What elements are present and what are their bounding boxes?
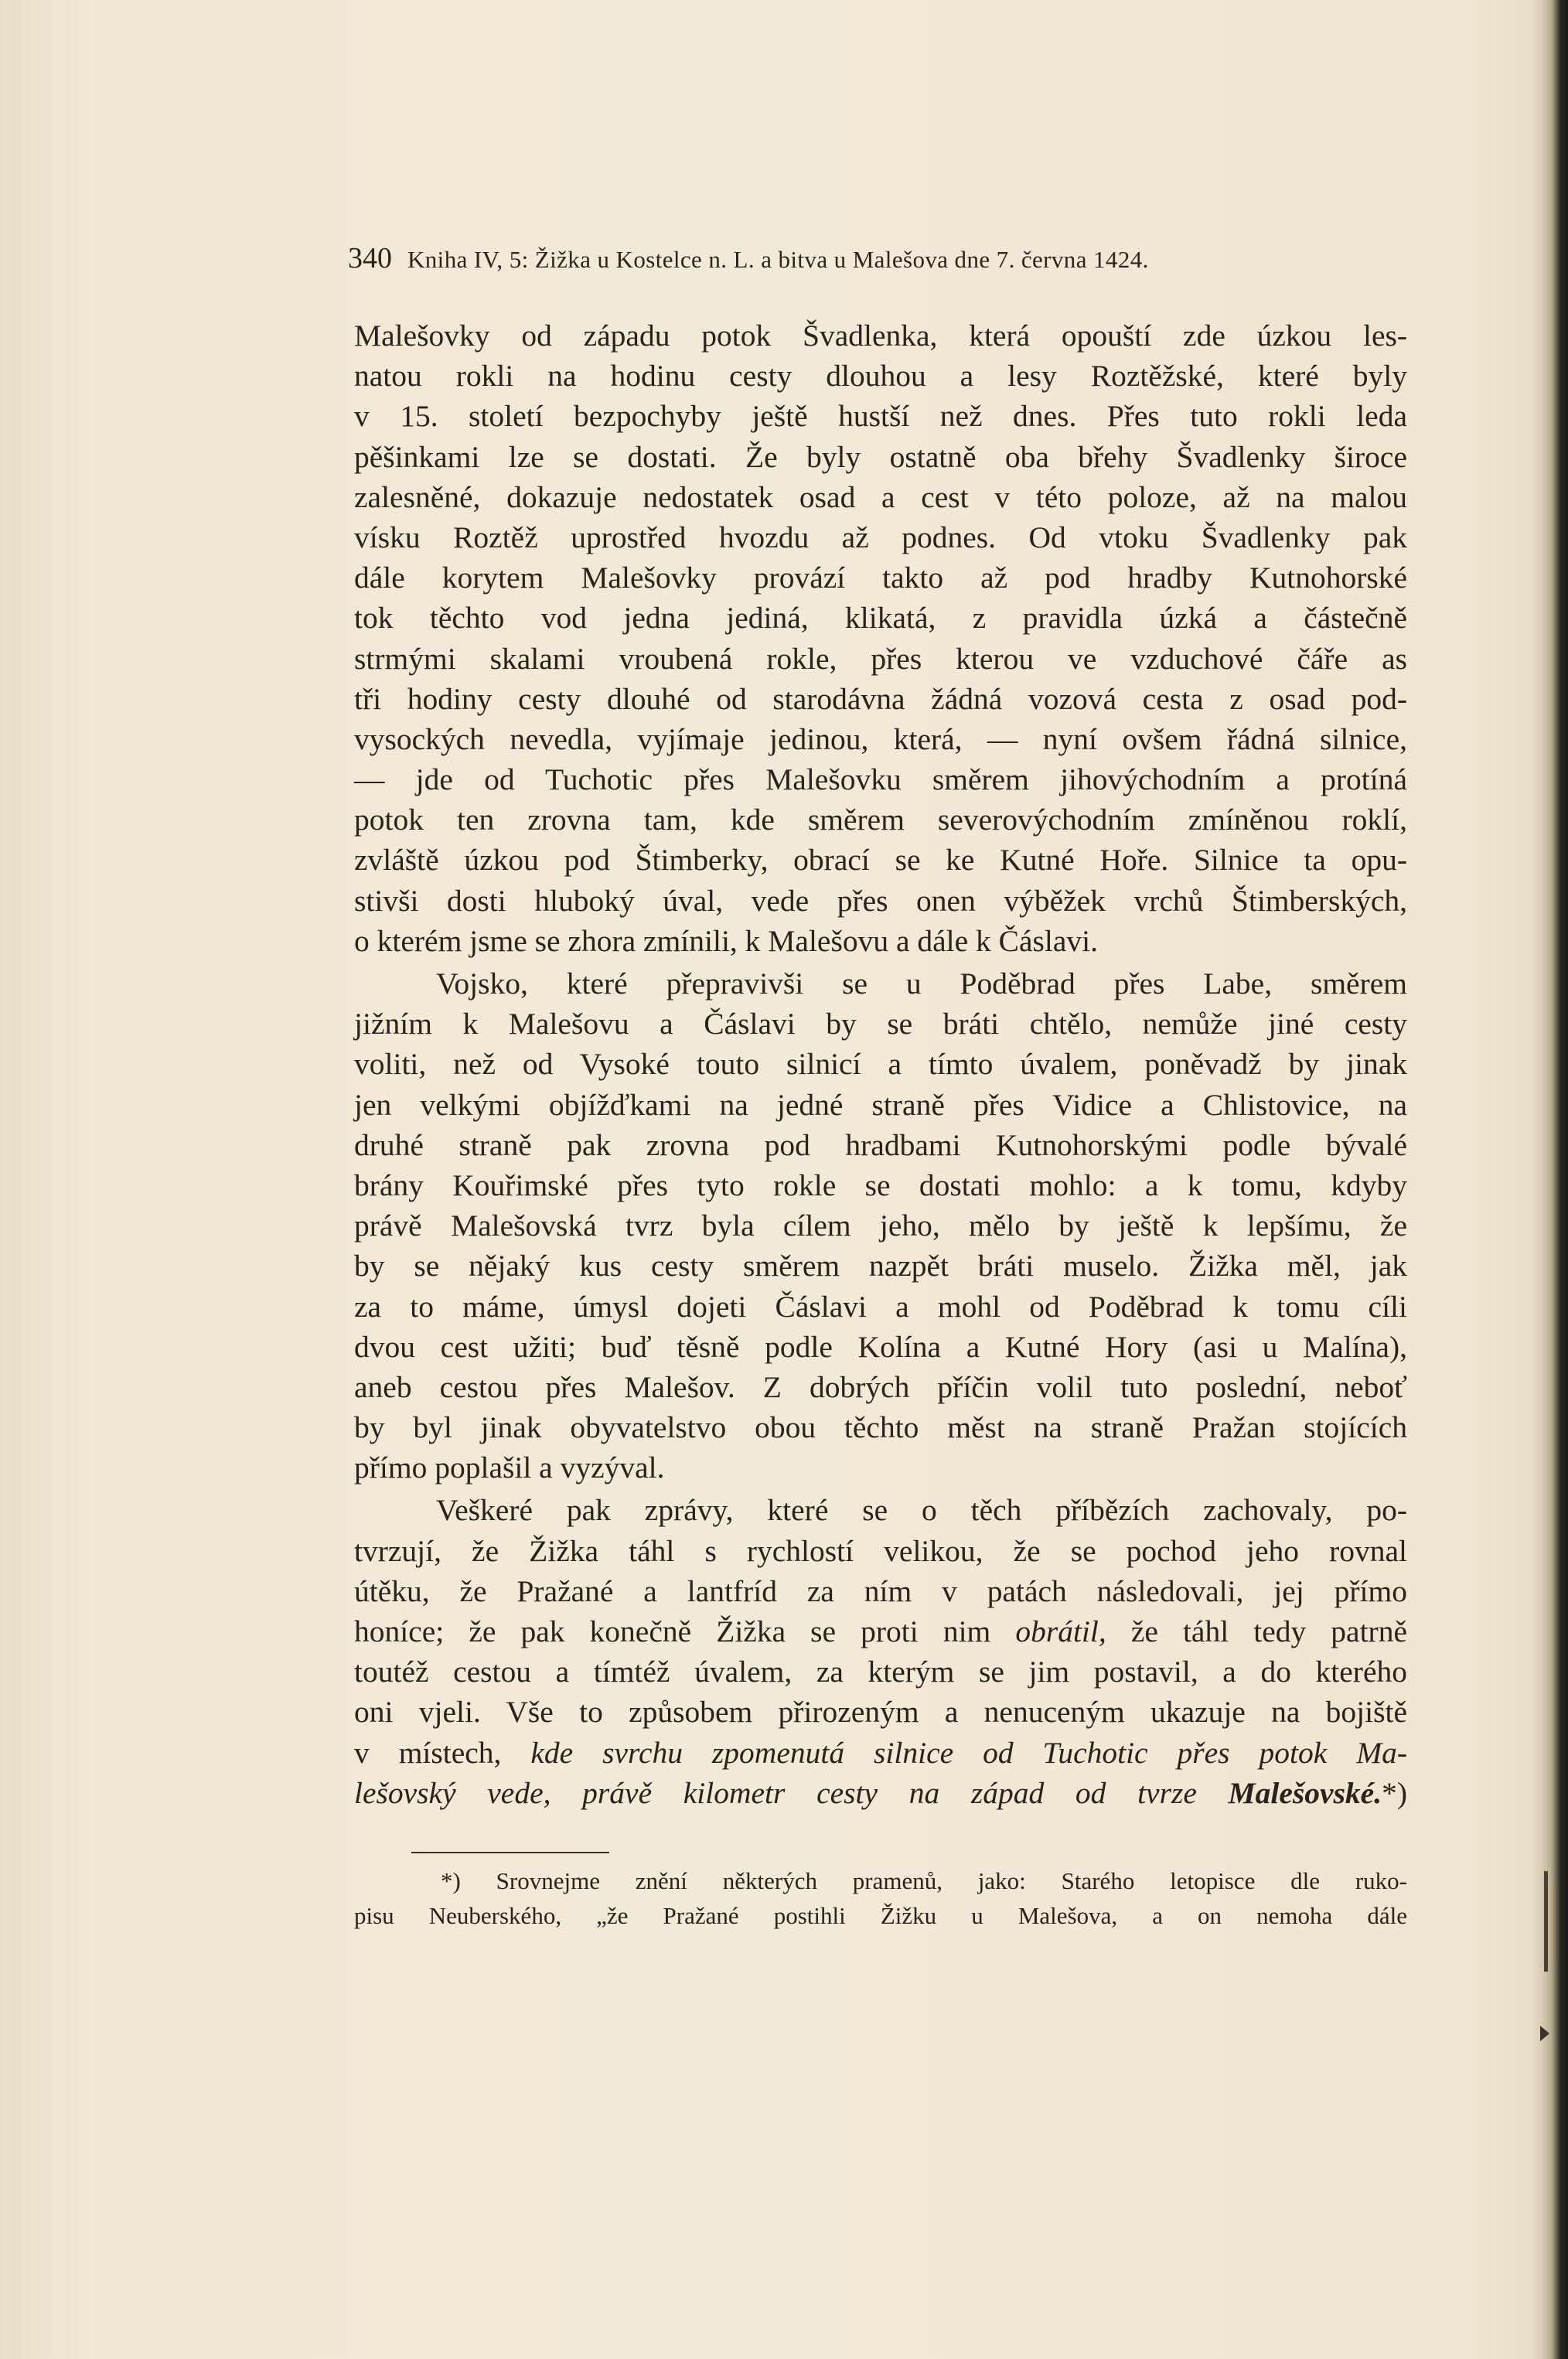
footnote [354,1863,1407,1933]
paragraph-2 [354,963,1407,1488]
page-number: 340 [348,242,392,274]
text-line: tvrzují, že Žižka táhl s rychlostí velikou, že se pochod jeho rovnal [354,1533,1407,1568]
text-run: v místech, [354,1735,502,1770]
text-line: potok ten zrovna tam, kde směrem severovýchodním zmíněnou roklí, [354,803,1407,837]
italic-word: obrátil, [1015,1614,1106,1648]
text-line: dvou cest užiti; buď těsně podle Kolína a Kutné Hory (asi u Malína), [354,1329,1407,1364]
footnote-rule [411,1852,609,1853]
text-line: o kterém jsme se zhora zmínili, k Malešovu a dále k Čáslavi. [354,923,1099,958]
paragraph-3 [354,1490,1407,1813]
text-line: jižním k Malešovu a Čáslavi by se bráti chtělo, nemůže jiné cesty [354,1007,1407,1041]
italic-run: lešovský vede, právě kilometr cesty na západ od tvrze [354,1775,1197,1810]
text-line: aneb cestou přes Malešov. Z dobrých příčin volil tuto poslední, neboť [354,1369,1407,1404]
footnote-line: pisu Neuberského, „že Pražané postihli Žižku u Malešova, a on nemoha dále [354,1902,1407,1929]
text-line: by se nějaký kus cesty směrem nazpět bráti muselo. Žižka měl, jak [354,1249,1407,1283]
text-line-mixed [354,1733,1407,1773]
running-head-title: Kniha IV, 5: Žižka u Kostelce n. L. a bitva u Malešova dne 7. června 1424. [407,246,1149,273]
text-line: strmými skalami vroubená rokle, přes kterou ve vzduchové čáře as [354,641,1407,676]
text-line: pěšinkami lze se dostati. Že byly ostatně oba břehy Švadlenky široce [354,439,1407,474]
footnote-line: *) Srovnejme znění některých pramenů, jako: Starého letopisce dle ruko- [441,1867,1407,1894]
text-line: zvláště úzkou pod Štimberky, obrací se ke Kutné Hoře. Silnice ta opu- [354,843,1407,878]
text-line: v 15. století bezpochyby ještě hustší než dnes. Přes tuto rokli leda [354,399,1407,434]
text-line: oni vjeli. Vše to způsobem přirozeným a nenuceným ukazuje na bojiště [354,1695,1407,1730]
body-text [354,315,1407,1815]
text-line: zalesněné, dokazuje nedostatek osad a cest v této poloze, až na malou [354,479,1407,514]
text-line: právě Malešovská tvrz byla cílem jeho, mělo by ještě k lepšímu, že [354,1208,1407,1243]
text-line: za to máme, úmysl dojeti Čáslavi a mohl od Poděbrad k tomu cíli [354,1289,1407,1324]
text-run: že táhl tedy patrně [1130,1614,1407,1648]
text-line: vísku Roztěž uprostřed hvozdu až podnes. Od vtoku Švadlenky pak [354,520,1407,554]
text-line: druhé straně pak zrovna pod hradbami Kutnohorskými podle bývalé [354,1127,1407,1162]
text-line: tři hodiny cesty dlouhé od starodávna žádná vozová cesta z osad pod- [354,681,1407,716]
text-line: toutéž cestou a tímtéž úvalem, za kterým se jim postavil, a do kterého [354,1655,1407,1689]
bold-italic-run: Malešovské. [1228,1775,1382,1810]
text-line: Veškeré pak zprávy, které se o těch příbězích zachovaly, po- [436,1493,1407,1528]
running-head [348,241,1407,278]
text-line: — jde od Tuchotic přes Malešovku směrem jihovýchodním a protíná [354,762,1407,797]
text-line-mixed [354,1611,1407,1652]
text-line-mixed [354,1773,1407,1813]
edge-mark [1544,1871,1548,1972]
text-line: Vojsko, které přepravivši se u Poděbrad přes Labe, směrem [436,966,1407,1001]
page-edge [1531,0,1568,2359]
italic-run: kde svrchu zpomenutá silnice od Tuchotic přes potok Ma- [530,1735,1408,1770]
text-line: útěku, že Pražané a lantfríd za ním v patách následovali, jej přímo [354,1573,1407,1608]
text-line: brány Kouřimské přes tyto rokle se dostati mohlo: a k tomu, kdyby [354,1168,1407,1202]
edge-arrow-icon [1540,2026,1549,2041]
text-line: stivši dosti hluboký úval, vede přes onen výběžek vrchů Štimberských, [354,883,1407,918]
text-line: přímo poplašil a vyzýval. [354,1451,665,1485]
text-line: vysockých nevedla, vyjímaje jedinou, která, — nyní ovšem řádná silnice, [354,721,1407,756]
text-line: by byl jinak obyvatelstvo obou těchto měst na straně Pražan stojících [354,1410,1407,1445]
text-run: honíce; že pak konečně Žižka se proti nim [354,1614,991,1648]
text-line: jen velkými objížďkami na jedné straně přes Vidice a Chlistovice, na [354,1087,1407,1122]
paragraph-1 [354,315,1407,961]
text-line: Malešovky od západu potok Švadlenka, která opouští zde úzkou les- [354,319,1407,353]
text-line: natou rokli na hodinu cesty dlouhou a lesy Roztěžské, které byly [354,359,1407,394]
text-line: dále korytem Malešovky provází takto až pod hradby Kutnohorské [354,561,1407,595]
text-line: voliti, než od Vysoké touto silnicí a tímto úvalem, poněvadž by jinak [354,1047,1407,1082]
text-line: tok těchto vod jedna jediná, klikatá, z pravidla úzká a částečně [354,601,1407,636]
footnote-marker: *) [1382,1775,1407,1810]
